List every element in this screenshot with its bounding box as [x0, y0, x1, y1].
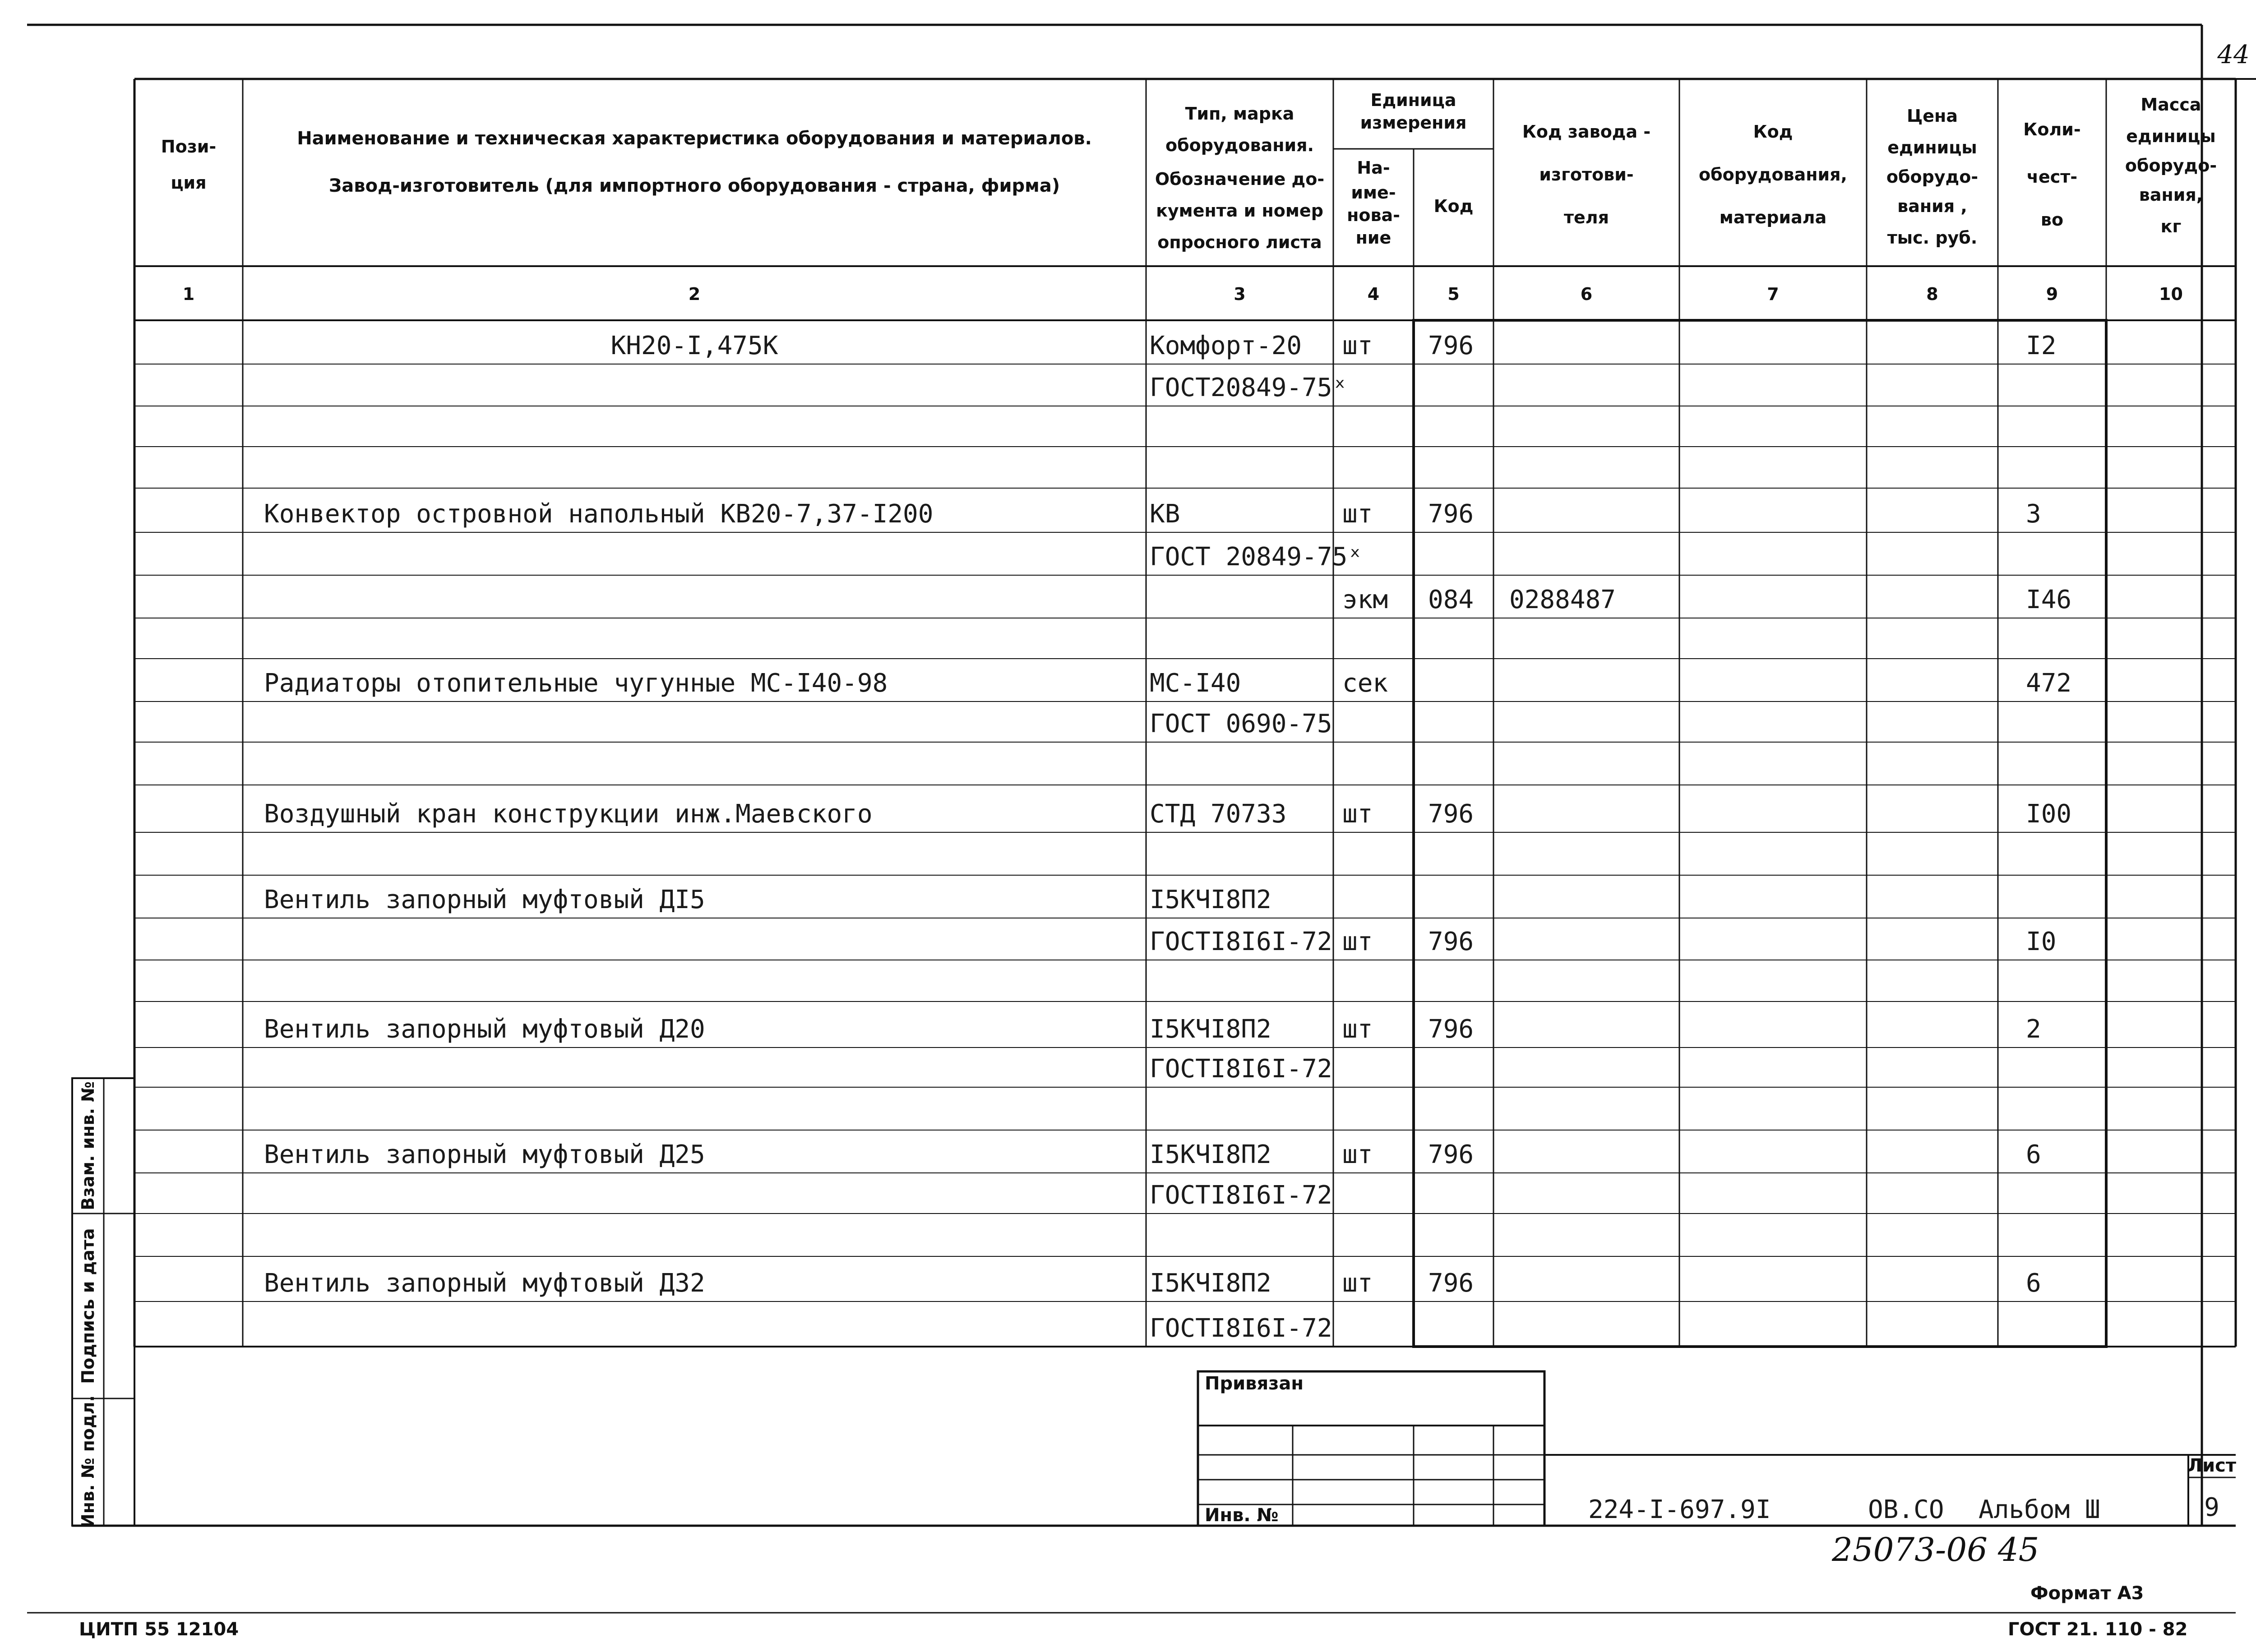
col1-header: ция — [171, 173, 207, 193]
item-type: I5КЧI8П2 — [1150, 1015, 1271, 1044]
col10-header: Масса — [2140, 95, 2201, 115]
col3-header: опросного листа — [1157, 232, 1322, 252]
col10-header: кг — [2160, 217, 2182, 236]
quantity: 6 — [2026, 1140, 2041, 1169]
table-row — [264, 885, 1271, 914]
col6-header: теля — [1563, 208, 1609, 227]
side-stamp — [72, 1078, 134, 1528]
unit-name: шт — [1342, 331, 1373, 360]
item-type: ГОСТI8I6I-72 — [1150, 1181, 1332, 1210]
col5-header: Код — [1433, 196, 1474, 216]
col3-header: Обозначение до- — [1155, 169, 1325, 189]
table-row — [264, 1015, 2041, 1044]
column-number: 9 — [2046, 284, 2058, 304]
unit-code: 796 — [1428, 799, 1474, 829]
sheet-label: Лист — [2187, 1455, 2237, 1476]
item-name: Радиаторы отопительные чугунные МС-I40-98 — [264, 669, 888, 698]
item-type: ГОСТ 20849-75ˣ — [1150, 542, 1363, 572]
item-type: СТД 70733 — [1150, 799, 1287, 829]
table-row — [1150, 1054, 1332, 1084]
document-code: 224-I-697.9I — [1588, 1495, 1771, 1524]
thick-frame — [1414, 320, 2106, 1347]
column-number: 2 — [688, 284, 701, 304]
item-type: МС-I40 — [1150, 669, 1241, 698]
col3-header: кумента и номер — [1156, 201, 1323, 221]
col3-header: оборудования. — [1165, 135, 1314, 155]
item-type: КВ — [1150, 499, 1180, 529]
unit-code: 796 — [1428, 499, 1474, 529]
column-number: 10 — [2159, 284, 2183, 304]
item-type: I5КЧI8П2 — [1150, 1140, 1271, 1169]
col2-header: Завод-изготовитель (для импортного оборудования - страна, фирма) — [328, 175, 1060, 196]
col4-header: нова- — [1347, 205, 1400, 225]
quantity: 472 — [2026, 669, 2072, 698]
column-number: 4 — [1367, 284, 1380, 304]
page-footer — [27, 1583, 2236, 1640]
unit-code: 796 — [1428, 1140, 1474, 1169]
column-number: 7 — [1767, 284, 1779, 304]
unit-name: шт — [1342, 927, 1373, 956]
table-row — [1150, 927, 2056, 956]
handwritten-number: 25073-06 45 — [1832, 1531, 2039, 1569]
column-number: 6 — [1580, 284, 1593, 304]
item-type: ГОСТI8I6I-72 — [1150, 1314, 1332, 1343]
unit-name: шт — [1342, 799, 1373, 829]
col7-header: Код — [1753, 122, 1793, 142]
table-row — [264, 669, 2071, 698]
col9-header: чест- — [2026, 167, 2078, 187]
unit-code: 796 — [1428, 927, 1474, 956]
col9-header: Коли- — [2023, 120, 2081, 139]
item-type: ГОСТI8I6I-72 — [1150, 1054, 1332, 1084]
col8-header: вания , — [1897, 196, 1967, 216]
quantity: 3 — [2026, 499, 2041, 529]
sheet-number: 9 — [2204, 1493, 2219, 1522]
footer-code: ЦИТП 55 12104 — [79, 1619, 239, 1640]
col9-header: во — [2040, 210, 2064, 230]
item-name: Вентиль запорный муфтовый Д25 — [264, 1140, 705, 1169]
album-label: Альбом Ш — [1979, 1495, 2100, 1524]
col2-header: Наименование и техническая характеристика оборудования и материалов. — [297, 128, 1092, 149]
item-name: Конвектор островной напольный КВ20-7,37-I200 — [264, 499, 934, 529]
item-type: ГОСТ 0690-75 — [1150, 709, 1332, 738]
table-body — [264, 331, 2071, 1343]
title-block — [1198, 1371, 2237, 1569]
item-name: Вентиль запорный муфтовый Д20 — [264, 1015, 705, 1044]
stamp-vzam: Взам. инв. № — [78, 1081, 98, 1210]
quantity: 6 — [2026, 1269, 2041, 1298]
column-number: 8 — [1926, 284, 1938, 304]
col7-header: материала — [1719, 208, 1827, 227]
table-row — [1342, 585, 2071, 614]
item-name: Вентиль запорный муфтовый Д32 — [264, 1269, 705, 1298]
quantity: 2 — [2026, 1015, 2041, 1044]
item-name: Вентиль запорный муфтовый ДI5 — [264, 885, 705, 914]
quantity: I2 — [2026, 331, 2057, 360]
inv-no-label: Инв. № — [1205, 1505, 1279, 1526]
privyazan-box — [1198, 1371, 1544, 1526]
col4-header: ние — [1355, 228, 1392, 248]
column-number: 1 — [182, 284, 195, 304]
item-type: I5КЧI8П2 — [1150, 885, 1271, 914]
unit-name: экм — [1342, 585, 1388, 614]
quantity: I00 — [2026, 799, 2072, 829]
col8-header: единицы — [1887, 138, 1977, 157]
item-type: ГОСТ20849-75ˣ — [1150, 373, 1348, 402]
column-number: 5 — [1447, 284, 1460, 304]
col6-header: изготови- — [1539, 165, 1634, 185]
table-row — [264, 1140, 2041, 1169]
footer-gost: ГОСТ 21. 110 - 82 — [2008, 1619, 2188, 1640]
factory-code: 0288487 — [1509, 585, 1616, 614]
item-type: ГОСТI8I6I-72 — [1150, 927, 1332, 956]
quantity: I46 — [2026, 585, 2072, 614]
table-row — [264, 1269, 2041, 1298]
table-row — [264, 499, 2041, 529]
page-number: 44 — [2217, 40, 2250, 69]
col4-header: име- — [1351, 183, 1396, 203]
stamp-inv: Инв. № подл. — [78, 1395, 98, 1528]
table-row — [1150, 1314, 1332, 1343]
col10-header: единицы — [2126, 126, 2216, 146]
grid-lines — [27, 25, 2256, 1526]
col3-header: Тип, марка — [1185, 104, 1294, 124]
unit-name: шт — [1342, 499, 1373, 529]
table-row — [1150, 542, 1363, 572]
col4-header: На- — [1357, 158, 1390, 178]
col10-header: вания, — [2139, 185, 2203, 205]
unit-code: 796 — [1428, 331, 1474, 360]
col8-header: тыс. руб. — [1887, 228, 1978, 248]
table-row — [1150, 1181, 1332, 1210]
unit-header: Единица — [1370, 90, 1456, 110]
unit-header: измерения — [1360, 113, 1467, 133]
unit-code: 796 — [1428, 1015, 1474, 1044]
unit-name: шт — [1342, 1269, 1373, 1298]
item-name: КН20-I,475К — [610, 331, 778, 360]
item-type: I5КЧI8П2 — [1150, 1269, 1271, 1298]
col7-header: оборудования, — [1699, 165, 1847, 185]
col10-header: оборудо- — [2125, 156, 2217, 175]
item-name: Воздушный кран конструкции инж.Маевского — [264, 799, 873, 829]
unit-name: шт — [1342, 1015, 1373, 1044]
table-row — [1150, 373, 1347, 402]
table-row — [1150, 709, 1332, 738]
quantity: I0 — [2026, 927, 2057, 956]
document-mark: ОВ.СО — [1868, 1495, 1944, 1524]
column-number: 3 — [1234, 284, 1246, 304]
unit-code: 084 — [1428, 585, 1474, 614]
unit-code: 796 — [1428, 1269, 1474, 1298]
col8-header: оборудо- — [1886, 167, 1979, 187]
col1-header: Пози- — [161, 137, 217, 157]
unit-name: сек — [1342, 669, 1388, 698]
table-row — [264, 799, 2071, 829]
unit-name: шт — [1342, 1140, 1373, 1169]
item-type: Комфорт-20 — [1150, 331, 1302, 360]
col6-header: Код завода - — [1522, 122, 1651, 142]
privyazan-label: Привязан — [1205, 1373, 1304, 1394]
col8-header: Цена — [1907, 106, 1958, 126]
stamp-podpis: Подпись и дата — [78, 1228, 98, 1384]
format-label: Формат А3 — [2030, 1583, 2144, 1604]
